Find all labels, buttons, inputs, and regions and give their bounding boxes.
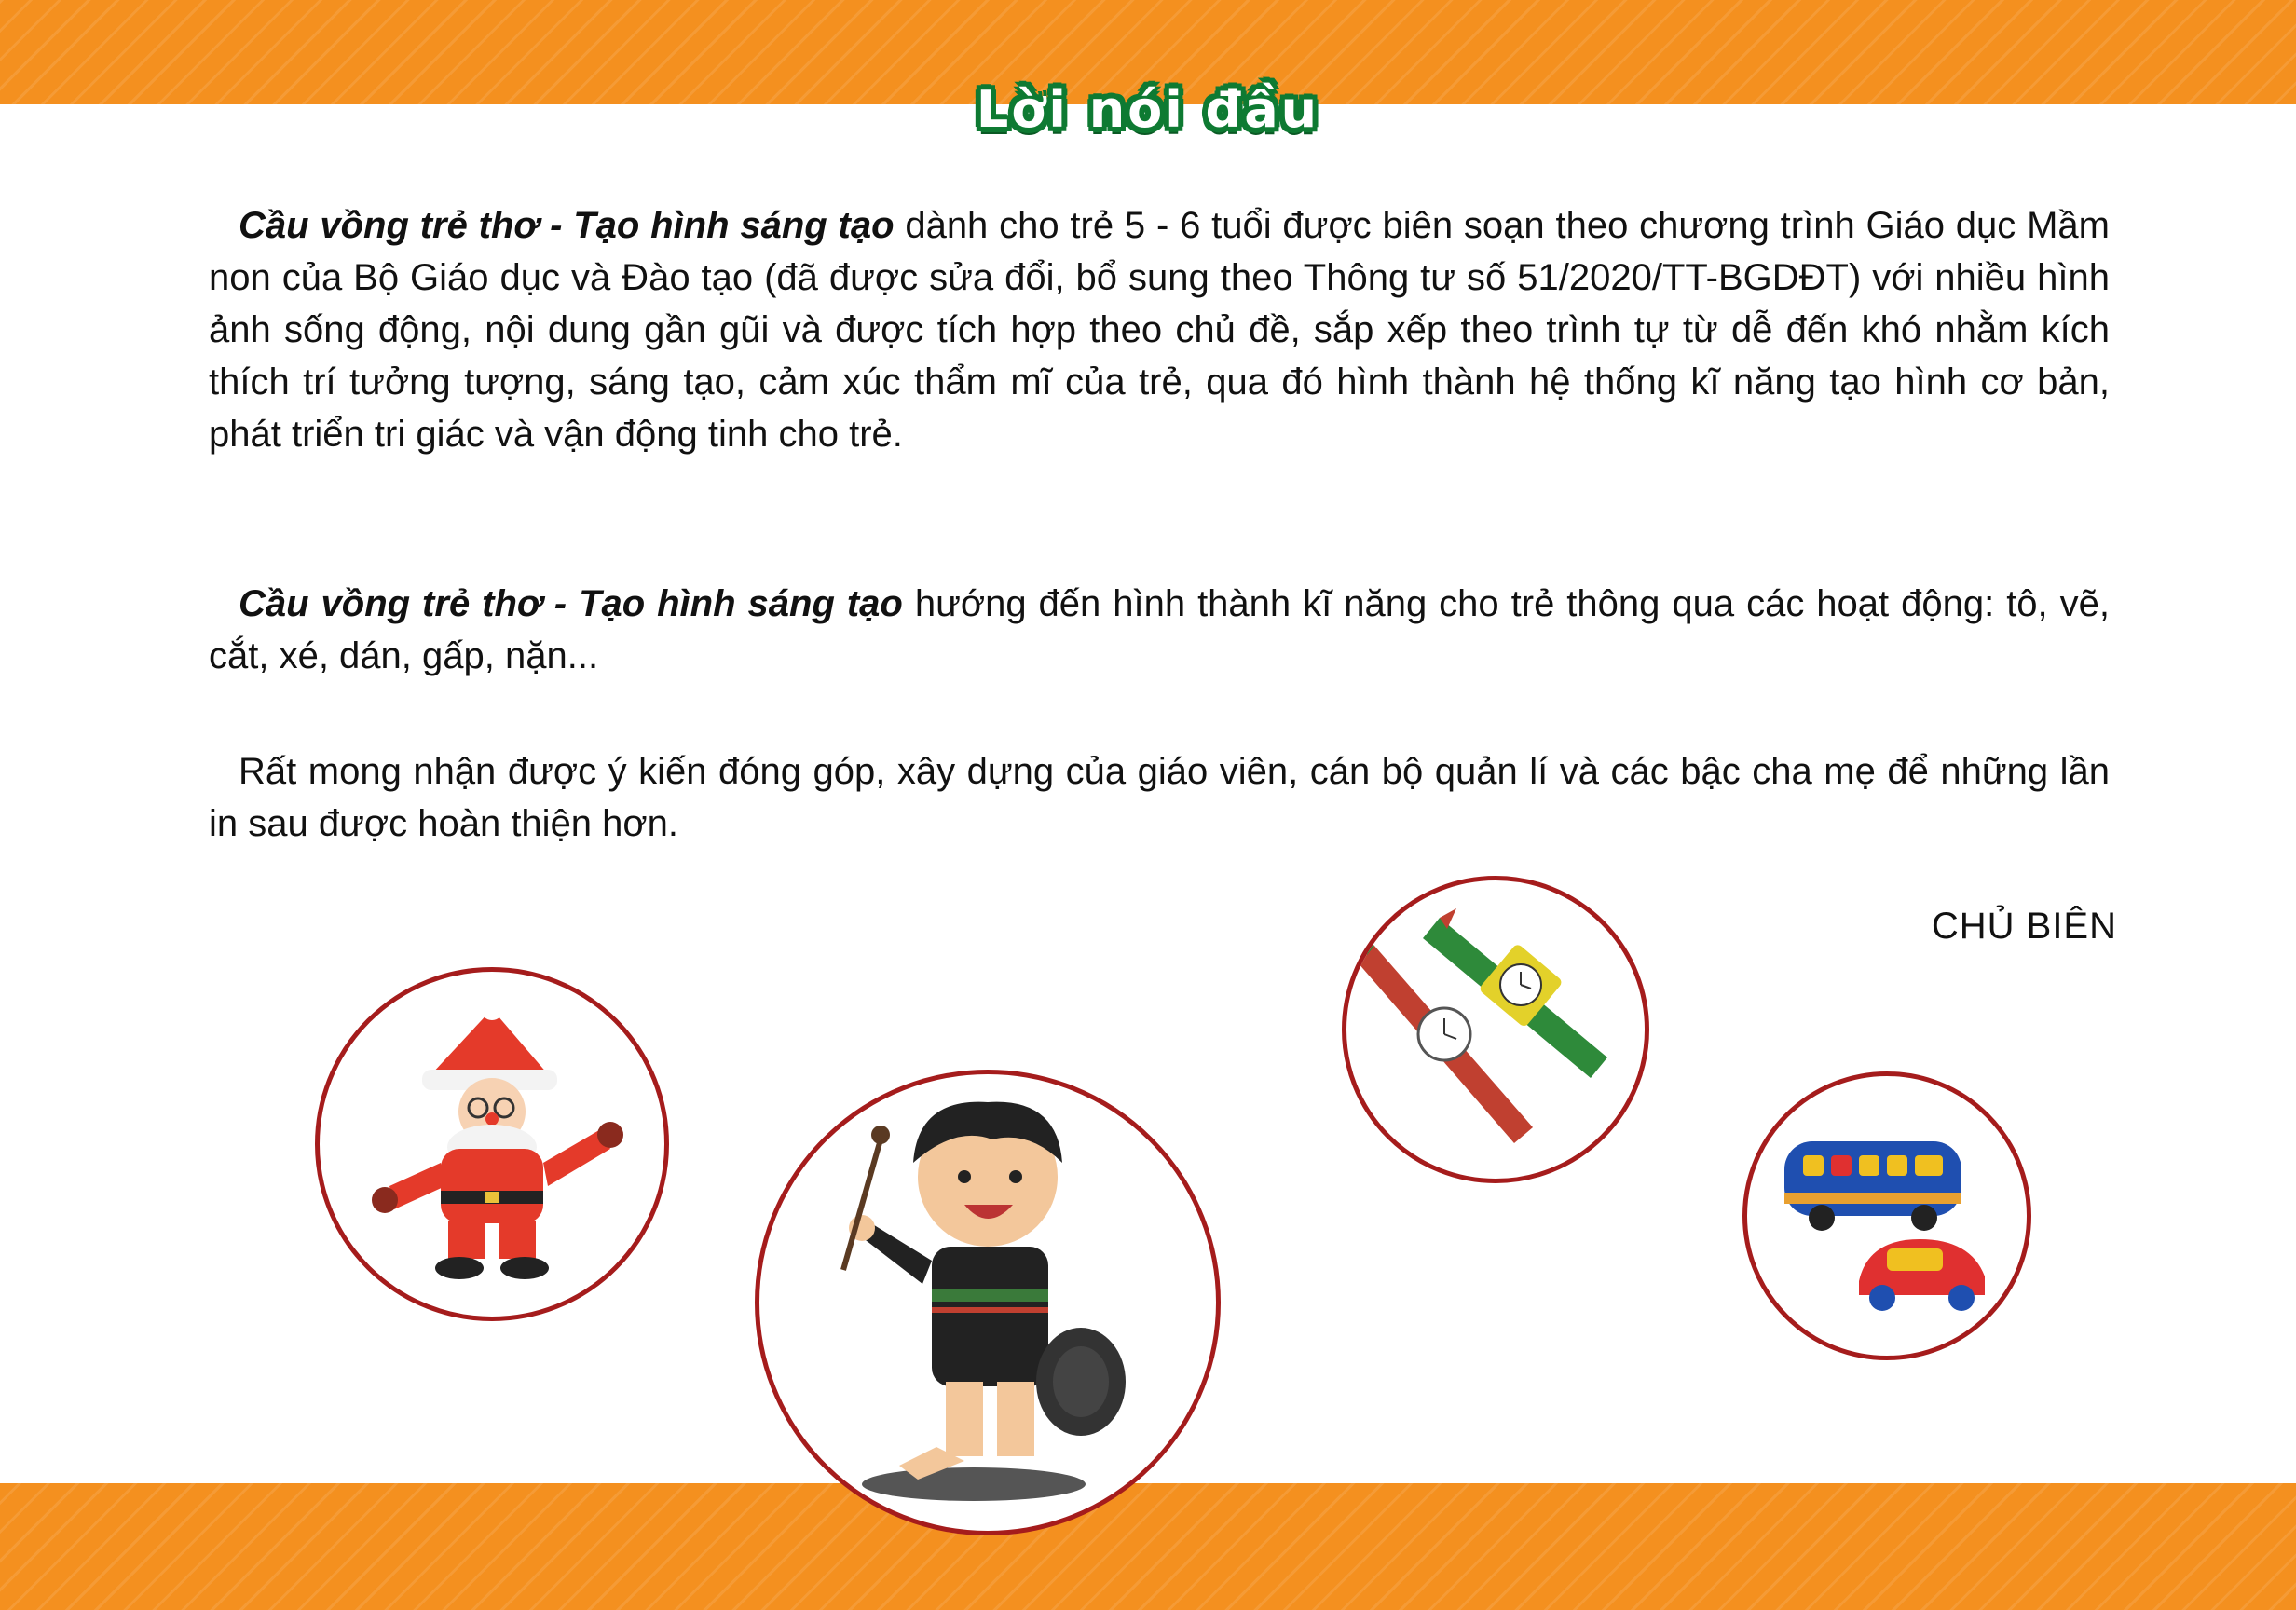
bottom-orange-border: [0, 1472, 2296, 1610]
boy-gong-illustration: [755, 1070, 1221, 1535]
santa-illustration: [315, 967, 669, 1321]
watches-illustration: [1342, 876, 1649, 1183]
bus-car-illustration: [1742, 1071, 2031, 1360]
book-title-bold: Cầu vồng trẻ thơ - Tạo hình sáng tạo: [239, 205, 895, 246]
paragraph-skills-text: hướng đến hình thành kĩ năng cho trẻ thông qua các hoạt động: tô, vẽ, cắt, xé, dán, gấp, nặn...: [209, 583, 2110, 676]
paragraph-skills: [209, 578, 2110, 682]
paragraph-feedback: [209, 745, 2110, 850]
book-title-bold: Cầu vồng trẻ thơ - Tạo hình sáng tạo: [239, 583, 903, 624]
santa-icon: [320, 972, 664, 1317]
signature: CHỦ BIÊN: [1931, 906, 2117, 947]
page-title: Lời nói đầu: [976, 80, 1320, 139]
paragraph-intro-text: dành cho trẻ 5 - 6 tuổi được biên soạn theo chương trình Giáo dục Mầm non của Bộ Giáo dục và Đào tạo (đã được sửa đổi, bổ sung theo Thông tư số 51/2020/TT-BGDĐT) với nhiều hình ảnh sống động, nội dung gần gũi và được tích hợp theo chủ đề, sắp xếp theo trình tự từ dễ đến khó nhằm kích thích trí tưởng tượng, sáng tạo, cảm xúc thẩm mĩ của trẻ, qua đó hình thành hệ thống kĩ năng tạo hình cơ bản, phát triển tri giác và vận động tinh cho trẻ.: [209, 205, 2110, 455]
watch-icon: [1346, 880, 1645, 1179]
paragraph-intro: [209, 199, 2110, 460]
paragraph-feedback-text: Rất mong nhận được ý kiến đóng góp, xây dựng của giáo viên, cán bộ quản lí và các bậc cha mẹ để những lần in sau được hoàn thiện hơn.: [209, 751, 2110, 844]
boy-gong-icon: [759, 1074, 1216, 1531]
bus-icon: [1747, 1076, 2027, 1356]
